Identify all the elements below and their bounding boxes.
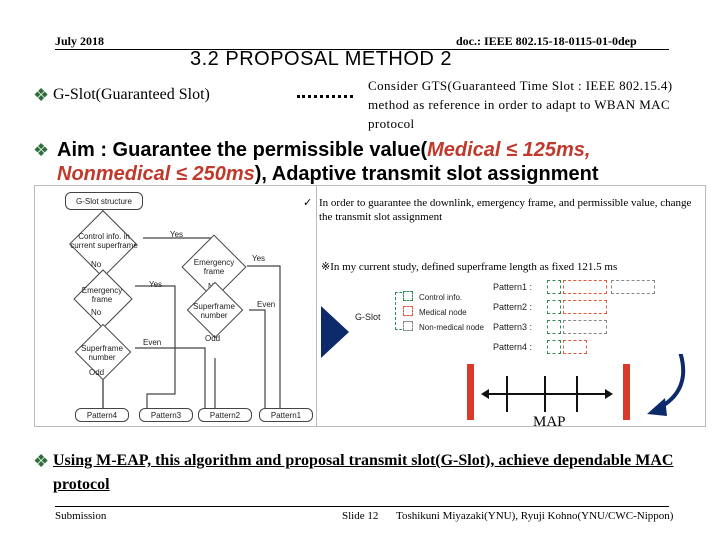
diamond-bullet-icon: ❖ [33,85,50,105]
label-odd: Odd [205,334,221,343]
label-no: No [91,260,102,269]
legend-nonmedical-swatch [403,321,413,331]
slot-nonmedical [611,280,655,294]
flowchart-panel [34,185,318,427]
aim-prefix: Aim : Guarantee the permissible value( [57,139,428,161]
pattern-box: Pattern3 [139,408,193,422]
label-even: Even [257,300,276,309]
assignment-panel [303,185,706,430]
footer-authors: Toshikuni Miyazaki(YNU), Ryuji Kohno(YNU/CWC-Nippon) [396,510,674,522]
pattern-box: Pattern2 [198,408,252,422]
gts-note: Consider GTS(Guaranteed Time Slot : IEEE 802.15.4) method as reference in order to adapt to WBAN MAC protocol [368,78,673,131]
map-label: MAP [533,414,566,430]
pattern-label: Pattern4 : [493,342,533,352]
aim-statement [57,138,657,186]
check-text: In order to guarantee the downlink, emergency frame, and permissible value, change the transmit slot assignment [319,197,692,223]
label-even: Even [143,338,162,347]
pattern-label: Pattern2 : [493,302,533,312]
legend-medical-swatch [403,306,413,316]
slot-control [547,300,561,314]
slot-control [547,280,561,294]
superframe-decision-text: Superframe number [193,302,235,320]
label-yes: Yes [252,254,266,263]
gslot-bullet-text: G-Slot(Guaranteed Slot) [53,86,210,103]
pattern-label: Pattern1 : [493,282,533,292]
slot-control [547,320,561,334]
superframe-timeline [467,354,703,424]
dotted-connector [297,95,353,98]
slot-control [547,340,561,354]
slot-medical [563,280,607,294]
pattern-box: Pattern4 [75,408,129,422]
slot-medical [563,340,587,354]
footer-rule [55,506,669,507]
label-no: No [91,308,102,317]
aim-nonmedical: Nonmedical ≤ 250ms [57,163,255,185]
footer-slide-number: Slide 12 [342,510,379,522]
diamond-bullet-icon: ❖ [33,451,50,471]
play-arrow-icon [317,302,353,362]
emergency-count-text: Emergency frame [81,286,123,304]
diamond-bullet-icon: ❖ [33,140,50,160]
aim-medical: Medical ≤ 125ms, [427,139,591,161]
aim-suffix: ), Adaptive transmit slot assignment [254,163,599,185]
legend-bracket [395,292,402,330]
label-yes: Yes [149,280,163,289]
label-yes: Yes [170,230,184,239]
gslot-legend-label: G-Slot [355,312,381,322]
footer-submission: Submission [55,510,107,522]
legend-medical: Medical node [419,308,467,317]
header-doc: doc.: IEEE 802.15-18-0115-01-0dep [456,34,637,48]
control-decision-text: Control info. in current superframe [70,232,138,250]
pattern-label: Pattern3 : [493,322,533,332]
check-icon: ✓ [303,197,313,209]
study-note: ※In my current study, defined superframe length as fixed 121.5 ms [321,261,618,273]
superframe-count-text: Superframe number [81,344,123,362]
page-title: 3.2 PROPOSAL METHOD 2 [190,48,453,70]
legend-nonmedical: Non-medical node [419,323,484,332]
header-date: July 2018 [55,34,105,48]
pattern-box: Pattern1 [259,408,313,422]
slot-nonmedical [563,320,607,334]
legend-control: Control info. [419,293,463,302]
label-odd: Odd [89,368,105,377]
legend-control-swatch [403,291,413,301]
emergency-decision-text: Emergency frame [193,258,235,276]
conclusion-text: Using M-EAP, this algorithm and proposal transmit slot(G-Slot), achieve dependable MAC protocol [53,452,674,493]
slot-medical [563,300,607,314]
gslot-structure-box: G-Slot structure [65,192,143,210]
